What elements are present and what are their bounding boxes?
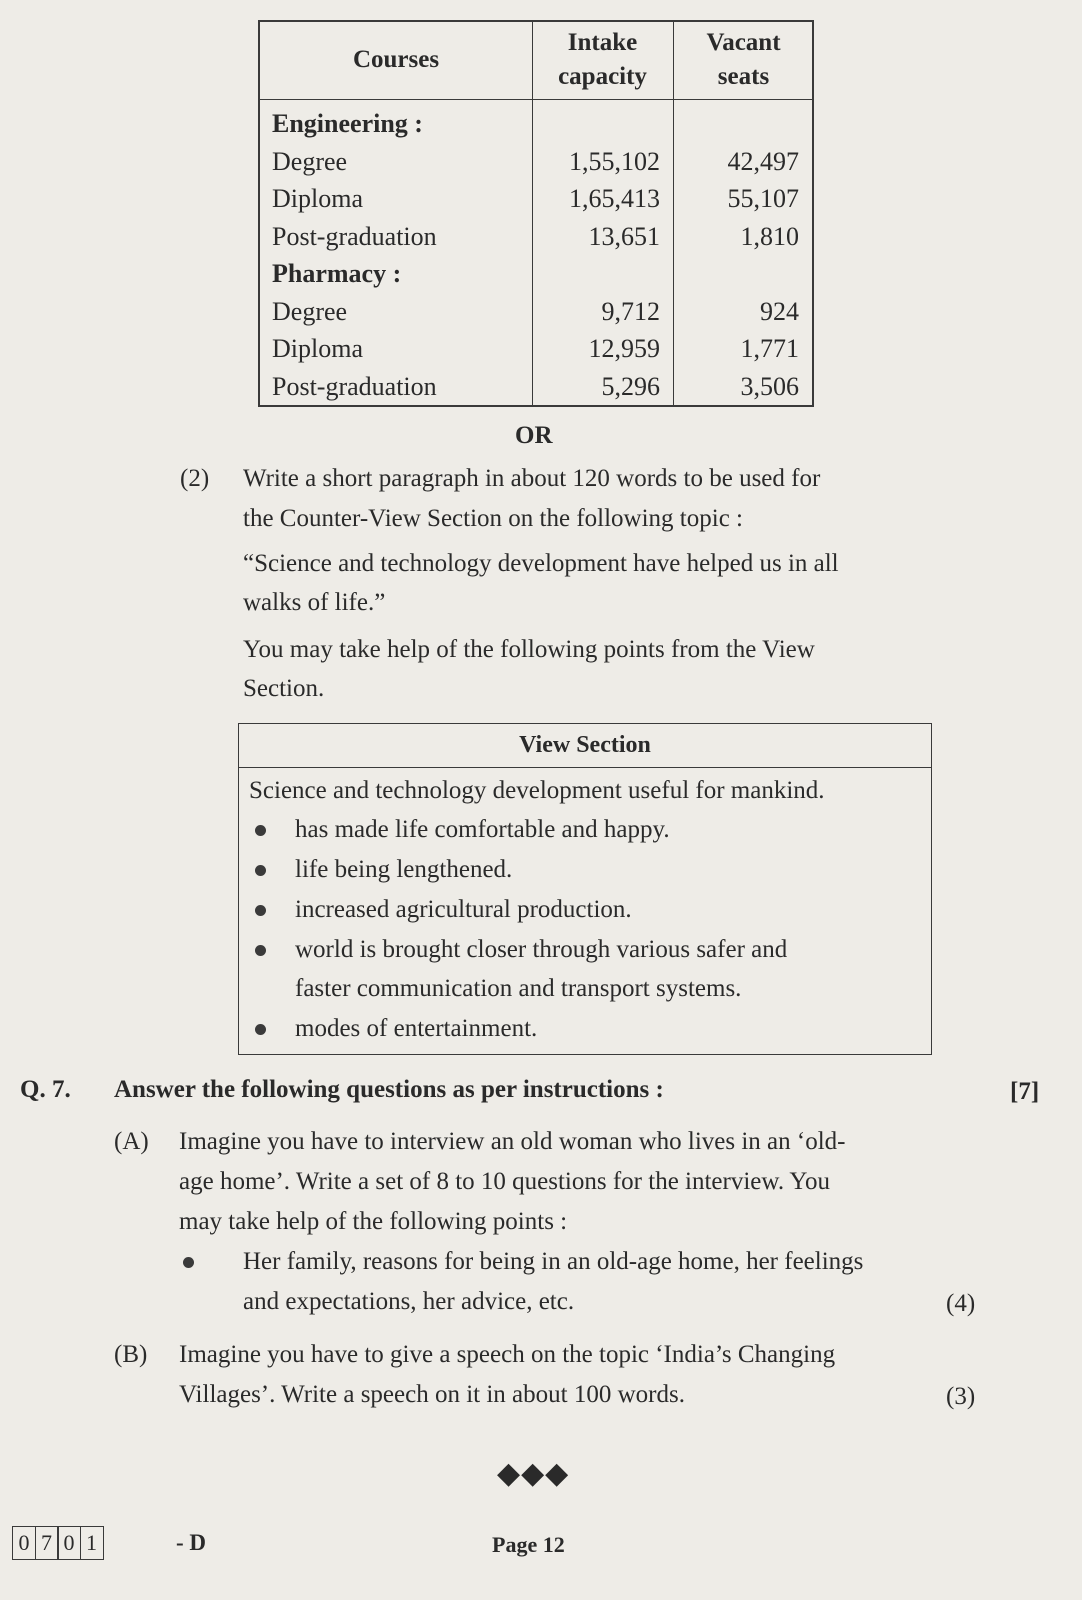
q7-marks: [7]	[1010, 1078, 1040, 1105]
q7-a-bullet-line2: and expectations, her advice, etc.	[243, 1288, 575, 1315]
q6-2-line5: You may take help of the following points from the View	[243, 636, 815, 663]
q7-a-line3: may take help of the following points :	[179, 1208, 568, 1235]
view-point-text: world is brought closer through various safer and	[295, 936, 788, 963]
header-courses: Courses	[352, 46, 440, 73]
table-row-label: Degree	[272, 296, 348, 326]
view-point-text: faster communication and transport systems.	[295, 975, 742, 1002]
view-point-text: increased agricultural production.	[295, 896, 632, 923]
q6-2-topic-line1: “Science and technology development have helped us in all	[243, 550, 839, 577]
table-group-label: Pharmacy :	[272, 259, 402, 288]
q6-2-number: (2)	[180, 465, 210, 492]
table-cell-intake: 1,65,413	[569, 184, 660, 213]
table-group-label: Engineering :	[272, 109, 423, 138]
code-digit: 1	[80, 1526, 104, 1560]
view-section-box	[238, 723, 932, 1055]
code-digit: 0	[57, 1526, 81, 1560]
view-point-text: life being lengthened.	[295, 856, 513, 883]
view-section-lead: Science and technology development useful for mankind.	[249, 777, 825, 804]
q7-b-line2: Villages’. Write a speech on it in about 100 words.	[179, 1381, 685, 1408]
bullet-icon	[255, 945, 266, 956]
view-point-text: has made life comfortable and happy.	[295, 816, 670, 843]
paper-code-boxes	[12, 1526, 102, 1560]
table-cell-intake: 5,296	[601, 371, 660, 401]
q7-b-line1: Imagine you have to give a speech on the topic ‘India’s Changing	[179, 1341, 836, 1368]
table-cell-vacant: 3,506	[740, 371, 799, 401]
q7-a-label: (A)	[114, 1128, 149, 1155]
bullet-icon	[255, 865, 266, 876]
bullet-icon	[255, 1024, 266, 1035]
code-digit: 7	[35, 1526, 59, 1560]
or-separator: OR	[515, 422, 553, 449]
table-row-label: Degree	[272, 146, 348, 176]
table-cell-intake: 13,651	[588, 221, 660, 251]
q7-a-bullet-line1: Her family, reasons for being in an old-age home, her feelings	[243, 1248, 864, 1275]
q7-a-line1: Imagine you have to interview an old woman who lives in an ‘old-	[179, 1128, 846, 1155]
table-cell-vacant: 55,107	[727, 184, 799, 213]
q7-title: Answer the following questions as per instructions :	[114, 1076, 664, 1103]
q7-number: Q. 7.	[20, 1076, 71, 1103]
table-row-label: Post-graduation	[272, 221, 437, 251]
courses-table	[258, 20, 814, 407]
table-cell-intake: 1,55,102	[569, 146, 660, 176]
bullet-icon	[255, 825, 266, 836]
table-row-label: Post-graduation	[272, 371, 437, 401]
table-row-label: Diploma	[272, 184, 363, 213]
table-cell-vacant: 924	[760, 296, 799, 326]
table-cell-intake: 12,959	[588, 334, 660, 363]
view-section-title: View Section	[239, 724, 931, 768]
q6-2-line6: Section.	[243, 675, 325, 702]
q7-b-label: (B)	[114, 1341, 148, 1368]
q7-a-marks: (4)	[946, 1290, 976, 1317]
table-cell-vacant: 1,810	[740, 221, 799, 251]
bullet-icon	[255, 905, 266, 916]
view-point-text: modes of entertainment.	[295, 1015, 538, 1042]
q7-a-line2: age home’. Write a set of 8 to 10 questions for the interview. You	[179, 1168, 830, 1195]
q6-2-line1: Write a short paragraph in about 120 words to be used for	[243, 465, 821, 492]
header-vacant-line1: Vacant	[706, 29, 781, 56]
code-digit: 0	[12, 1526, 36, 1560]
table-cell-intake: 9,712	[601, 296, 660, 326]
bullet-icon	[183, 1257, 194, 1268]
q6-2-topic-line2: walks of life.”	[243, 589, 386, 616]
end-diamonds-icon: ◆◆◆	[497, 1457, 570, 1490]
table-header-divider	[260, 99, 812, 100]
paper-code-suffix: - D	[176, 1530, 207, 1555]
page-number: Page 12	[492, 1532, 565, 1557]
table-cell-vacant: 42,497	[727, 146, 799, 176]
header-vacant-line2: seats	[717, 63, 770, 90]
header-intake-line1: Intake	[567, 29, 638, 56]
q7-b-marks: (3)	[946, 1383, 976, 1410]
header-intake-line2: capacity	[558, 63, 647, 90]
q6-2-line2: the Counter-View Section on the following topic :	[243, 505, 743, 532]
table-row-label: Diploma	[272, 334, 363, 363]
table-cell-vacant: 1,771	[740, 334, 799, 363]
